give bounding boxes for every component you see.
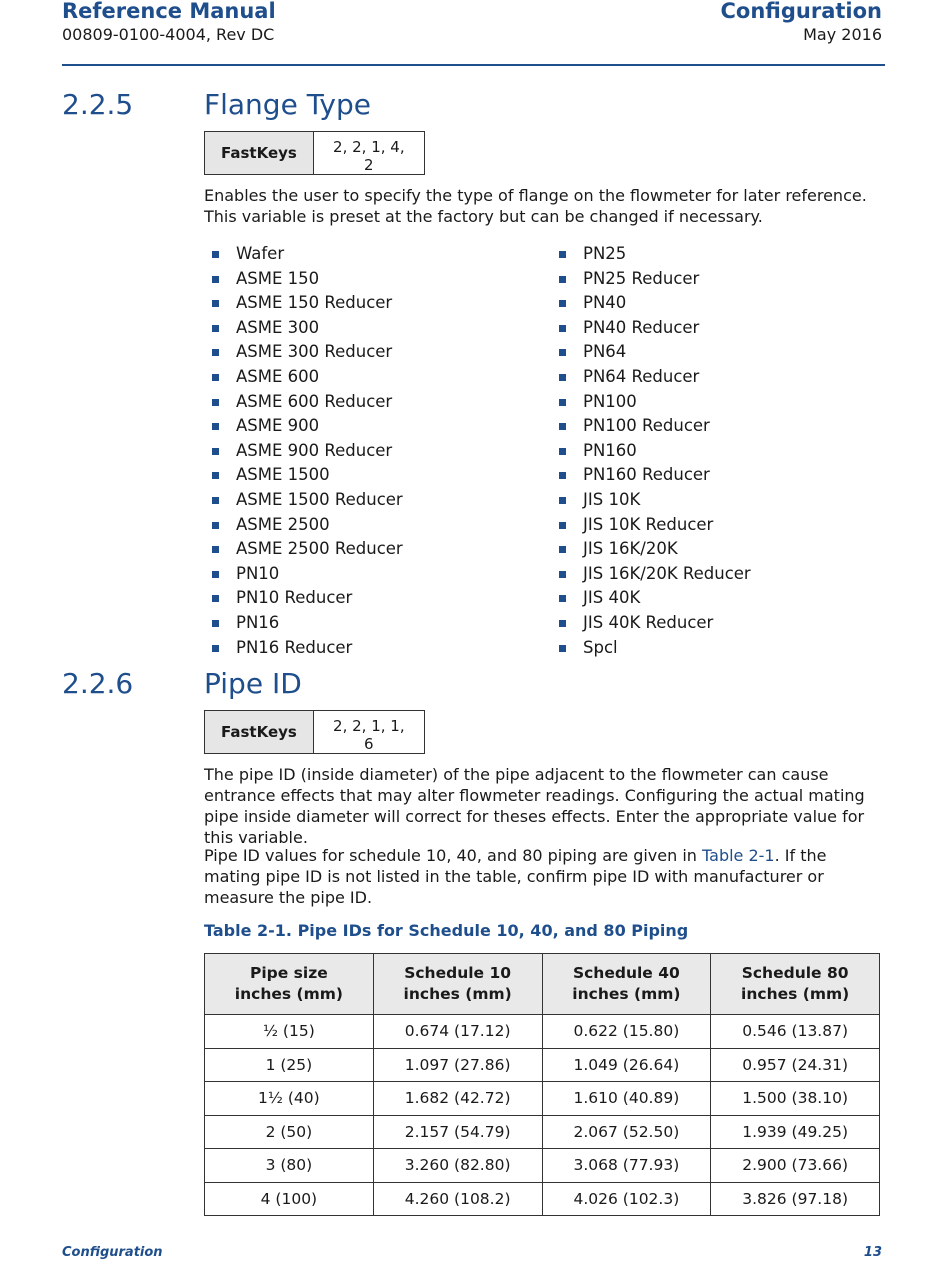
table-cell: 0.622 (15.80): [542, 1015, 711, 1049]
table-cell: 1.500 (38.10): [711, 1082, 880, 1116]
document-number: 00809-0100-4004, Rev DC: [62, 25, 275, 44]
table-header-cell: [542, 954, 711, 1015]
table-cell: ½ (15): [205, 1015, 374, 1049]
pipe-id-table: [204, 953, 880, 1216]
pipe-id-table-reference: [204, 845, 884, 908]
table-cell: 2.900 (73.66): [711, 1149, 880, 1183]
flange-option-item: ASME 300 Reducer: [204, 340, 403, 365]
flange-option-item: ASME 2500 Reducer: [204, 537, 403, 562]
table-cell: 3.826 (97.18): [711, 1182, 880, 1216]
flange-option-item: JIS 10K Reducer: [551, 513, 751, 538]
section-number-pipe: 2.2.6: [62, 667, 134, 700]
flange-option-item: PN40: [551, 291, 751, 316]
fastkeys-table-pipe: [204, 710, 425, 754]
para-text-before: Pipe ID values for schedule 10, 40, and 80 piping are given in: [204, 846, 703, 865]
table-cell: 4.026 (102.3): [542, 1182, 711, 1216]
flange-option-item: PN10 Reducer: [204, 586, 403, 611]
flange-option-item: PN16 Reducer: [204, 636, 403, 661]
flange-option-item: JIS 10K: [551, 488, 751, 513]
flange-option-item: PN16: [204, 611, 403, 636]
table-cell: 1.939 (49.25): [711, 1115, 880, 1149]
manual-title: Reference Manual: [62, 0, 276, 23]
table-cell: 4.260 (108.2): [373, 1182, 542, 1216]
fastkeys-label: FastKeys: [205, 711, 314, 754]
table-header-line: Pipe size: [250, 964, 328, 982]
table-row: [205, 1082, 880, 1116]
flange-option-item: Wafer: [204, 242, 403, 267]
table-row: [205, 1149, 880, 1183]
table-header-cell: [373, 954, 542, 1015]
flange-option-item: ASME 2500: [204, 513, 403, 538]
table-cell: 0.546 (13.87): [711, 1015, 880, 1049]
table-cell: 4 (100): [205, 1182, 374, 1216]
table-cell: 2.157 (54.79): [373, 1115, 542, 1149]
table-header-cell: [205, 954, 374, 1015]
table-body: [205, 1015, 880, 1216]
table-header-line: inches (mm): [234, 985, 343, 1003]
table-header-cell: [711, 954, 880, 1015]
section-number-flange: 2.2.5: [62, 88, 134, 121]
para-text-after: . If the mating pipe ID is not listed in the table, confirm pipe ID with manufacturer or measure the pipe ID.: [204, 846, 827, 907]
table-row: [205, 1115, 880, 1149]
fastkeys-value: 2, 2, 1, 4, 2: [313, 132, 424, 175]
flange-option-item: PN25 Reducer: [551, 267, 751, 292]
table-cell: 3 (80): [205, 1149, 374, 1183]
flange-option-item: PN10: [204, 562, 403, 587]
table-cell: 1.682 (42.72): [373, 1082, 542, 1116]
table-header-line: Schedule 40: [572, 964, 680, 982]
section-title-pipe: Pipe ID: [204, 667, 302, 700]
table-header-line: inches (mm): [741, 985, 850, 1003]
table-row: [205, 1015, 880, 1049]
table-cell: 1.610 (40.89): [542, 1082, 711, 1116]
chapter-title: Configuration: [720, 0, 882, 23]
fastkeys-table-flange: [204, 131, 425, 175]
flange-option-item: ASME 900 Reducer: [204, 439, 403, 464]
table-cell: 2 (50): [205, 1115, 374, 1149]
flange-option-item: ASME 300: [204, 316, 403, 341]
fastkeys-value: 2, 2, 1, 1, 6: [313, 711, 424, 754]
flange-option-item: JIS 16K/20K Reducer: [551, 562, 751, 587]
table-cell: 1.097 (27.86): [373, 1048, 542, 1082]
header-divider: [62, 64, 885, 66]
table-cell: 2.067 (52.50): [542, 1115, 711, 1149]
table-caption: Table 2-1. Pipe IDs for Schedule 10, 40, and 80 Piping: [204, 921, 689, 940]
flange-option-item: ASME 1500: [204, 463, 403, 488]
footer-chapter: Configuration: [62, 1245, 163, 1260]
flange-option-item: PN40 Reducer: [551, 316, 751, 341]
flange-option-item: JIS 40K: [551, 586, 751, 611]
flange-option-item: ASME 1500 Reducer: [204, 488, 403, 513]
table-2-1-link[interactable]: Table 2-1: [702, 846, 775, 865]
flange-option-item: JIS 40K Reducer: [551, 611, 751, 636]
flange-option-item: PN160: [551, 439, 751, 464]
page-number: 13: [863, 1245, 882, 1260]
table-row: [205, 1048, 880, 1082]
flange-option-item: ASME 600: [204, 365, 403, 390]
table-cell: 0.674 (17.12): [373, 1015, 542, 1049]
flange-option-item: ASME 150 Reducer: [204, 291, 403, 316]
flange-option-item: JIS 16K/20K: [551, 537, 751, 562]
flange-options-right: [551, 242, 751, 660]
flange-option-item: PN25: [551, 242, 751, 267]
table-header-row: [205, 954, 880, 1015]
page-header-right: [721, 0, 882, 45]
flange-option-item: PN64 Reducer: [551, 365, 751, 390]
table-cell: 1.049 (26.64): [542, 1048, 711, 1082]
table-header-line: Schedule 10: [404, 964, 512, 982]
fastkeys-label: FastKeys: [205, 132, 314, 175]
page-header-left: [62, 0, 276, 45]
table-row: [205, 1182, 880, 1216]
flange-option-item: PN100: [551, 390, 751, 415]
flange-option-item: ASME 900: [204, 414, 403, 439]
table-header-line: inches (mm): [403, 985, 512, 1003]
pipe-id-description: The pipe ID (inside diameter) of the pipe adjacent to the flowmeter can cause entrance effects that may alter flowmeter readings. Configuring the actual mating pipe inside diameter will correct for theses effects. Enter the appropriate value for this variable.: [204, 765, 865, 847]
table-cell: 3.260 (82.80): [373, 1149, 542, 1183]
table-cell: 1 (25): [205, 1048, 374, 1082]
flange-description: Enables the user to specify the type of flange on the flowmeter for later reference. This variable is preset at the factory but can be changed if necessary.: [204, 186, 867, 226]
table-header-line: inches (mm): [572, 985, 681, 1003]
flange-option-item: ASME 150: [204, 267, 403, 292]
flange-option-item: PN160 Reducer: [551, 463, 751, 488]
table-cell: 1½ (40): [205, 1082, 374, 1116]
flange-option-item: PN64: [551, 340, 751, 365]
flange-options-left: [204, 242, 403, 660]
flange-option-item: ASME 600 Reducer: [204, 390, 403, 415]
section-title-flange: Flange Type: [204, 88, 372, 121]
table-header-line: Schedule 80: [741, 964, 849, 982]
publish-date: May 2016: [803, 25, 882, 44]
flange-option-item: PN100 Reducer: [551, 414, 751, 439]
table-cell: 3.068 (77.93): [542, 1149, 711, 1183]
table-cell: 0.957 (24.31): [711, 1048, 880, 1082]
flange-option-item: Spcl: [551, 636, 751, 661]
